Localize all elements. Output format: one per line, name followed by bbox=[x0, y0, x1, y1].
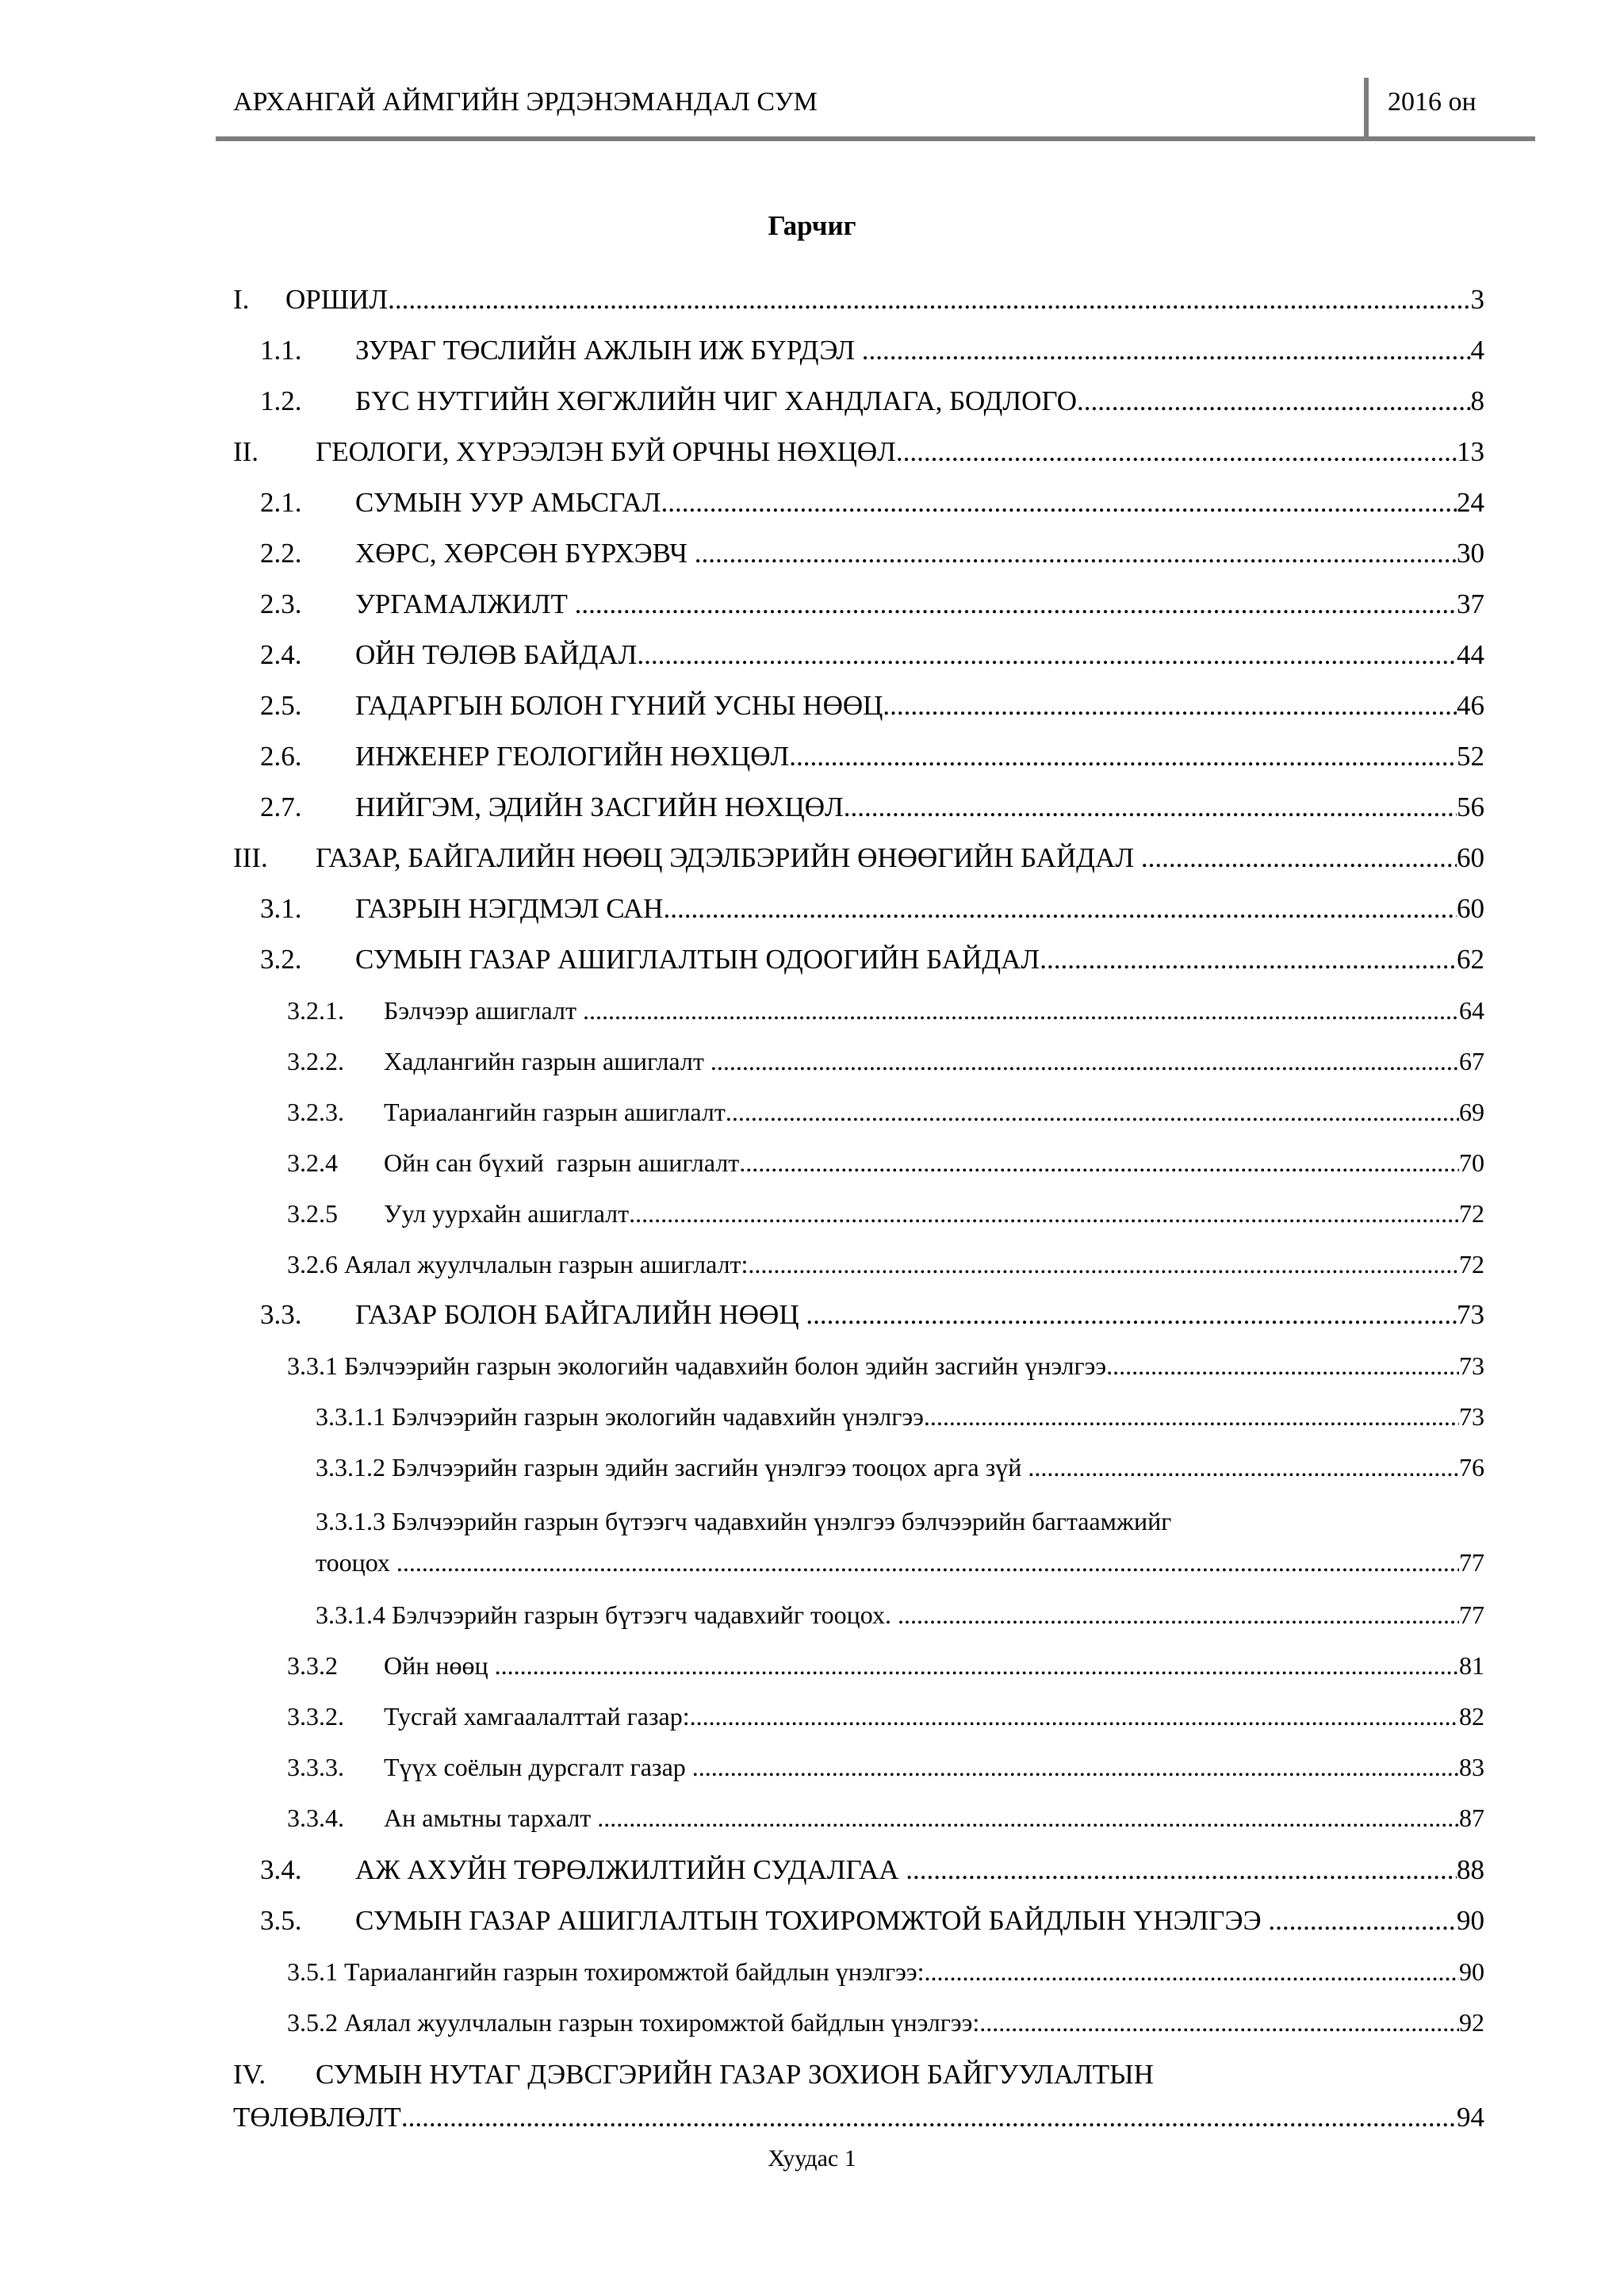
header-separator bbox=[1364, 78, 1369, 136]
toc-leader bbox=[1028, 1453, 1459, 1482]
toc-entry-title: 3.5.1 Тариалангийн газрын тохиромжтой байдлын үнэлгээ: bbox=[287, 1957, 925, 1986]
toc-entry-number: 2.5. bbox=[260, 690, 302, 721]
toc-entry-title: УРГАМАЛЖИЛТ bbox=[355, 588, 575, 619]
toc-entry-title: Ан амьтны тархалт bbox=[384, 1803, 598, 1832]
toc-leader bbox=[575, 588, 1457, 620]
toc-leader bbox=[1141, 842, 1457, 874]
page-footer: Хуудас 1 bbox=[768, 2145, 856, 2171]
toc-entry[interactable] bbox=[260, 487, 1484, 519]
toc-entry-number: 3.3.2. bbox=[287, 1702, 344, 1731]
toc-entry-title: 3.5.2 Аялал жуулчлалын газрын тохиромжтой байдлын үнэлгээ: bbox=[287, 2008, 980, 2037]
toc-entry-number: 3.2.2. bbox=[287, 1047, 344, 1075]
toc-entry-title: Уул уурхайн ашиглалт bbox=[384, 1199, 630, 1228]
toc-entry-title: ГАДАРГЫН БОЛОН ГҮНИЙ УСНЫ НӨӨЦ bbox=[355, 690, 883, 721]
toc-leader bbox=[844, 792, 1457, 823]
toc-entry-title: 3.2.6 Аялал жуулчлалын газрын ашиглалт: bbox=[287, 1250, 749, 1278]
toc-entry[interactable] bbox=[260, 792, 1484, 823]
toc-leader bbox=[1106, 1351, 1459, 1381]
toc-entry[interactable] bbox=[287, 1148, 1484, 1178]
toc-entry[interactable] bbox=[260, 741, 1484, 772]
toc-entry-page: 37 bbox=[1457, 588, 1484, 619]
toc-leader bbox=[637, 639, 1457, 671]
toc-entry-title-line1 bbox=[233, 2059, 1154, 2091]
toc-entry-title: Тусгай хамгаалалттай газар: bbox=[384, 1702, 690, 1731]
toc-entry-number: 3.2. bbox=[260, 944, 302, 975]
toc-entry[interactable] bbox=[287, 1957, 1484, 1987]
toc-leader bbox=[695, 538, 1457, 569]
toc-leader bbox=[663, 893, 1457, 925]
toc-entry-page: 44 bbox=[1457, 639, 1484, 670]
toc-entry-title: ХӨРС, ХӨРСӨН БҮРХЭВЧ bbox=[355, 538, 695, 569]
toc-entry[interactable] bbox=[287, 1047, 1484, 1076]
toc-entry[interactable] bbox=[316, 1600, 1484, 1630]
toc-entry[interactable] bbox=[287, 1651, 1484, 1681]
toc-entry[interactable] bbox=[287, 1250, 1484, 1279]
toc-entry[interactable] bbox=[287, 1351, 1484, 1381]
toc-entry[interactable] bbox=[260, 1299, 1484, 1331]
toc-leader bbox=[692, 1753, 1459, 1782]
toc-entry[interactable] bbox=[233, 284, 1484, 316]
toc-entry-page: 88 bbox=[1457, 1854, 1484, 1885]
toc-entry-number: II. bbox=[233, 436, 259, 467]
toc-entry-title: 3.3.1.4 Бэлчээрийн газрын бүтээгч чадавхийг тооцох. bbox=[316, 1600, 898, 1629]
toc-entry-page: 76 bbox=[1459, 1453, 1484, 1481]
toc-leader bbox=[789, 741, 1457, 772]
toc-leader bbox=[925, 1957, 1460, 1987]
toc-entry-title: тооцох bbox=[316, 1548, 396, 1577]
toc-entry-page: 82 bbox=[1459, 1702, 1484, 1731]
toc-leader bbox=[1077, 385, 1470, 417]
toc-entry-page: 69 bbox=[1459, 1098, 1484, 1126]
toc-entry-page: 60 bbox=[1457, 842, 1484, 873]
toc-entry-number: 3.3.2 bbox=[287, 1651, 338, 1680]
toc-entry[interactable] bbox=[260, 1905, 1484, 1937]
toc-entry[interactable] bbox=[287, 2008, 1484, 2037]
toc-leader bbox=[806, 1299, 1457, 1331]
toc-leader bbox=[388, 284, 1470, 316]
toc-entry-number: 2.7. bbox=[260, 792, 302, 822]
toc-entry-title: Ойн сан бүхий газрын ашиглалт bbox=[384, 1148, 740, 1177]
toc-entry-number: 3.4. bbox=[260, 1854, 302, 1885]
toc-entry[interactable] bbox=[287, 1803, 1484, 1833]
toc-leader bbox=[748, 1250, 1459, 1279]
toc-entry-page: 60 bbox=[1457, 893, 1484, 924]
toc-leader bbox=[1268, 1905, 1457, 1937]
toc-entry-number: IV. bbox=[233, 2059, 266, 2090]
toc-entry-title: 3.3.1.1 Бэлчээрийн газрын экологийн чадавхийн үнэлгээ bbox=[316, 1402, 924, 1431]
toc-entry-page: 77 bbox=[1459, 1548, 1484, 1577]
toc-leader bbox=[629, 1199, 1459, 1228]
toc-entry-number: 3.3.4. bbox=[287, 1803, 344, 1832]
toc-entry-page: 62 bbox=[1457, 944, 1484, 975]
toc-entry-number: 2.1. bbox=[260, 487, 302, 518]
toc-entry-title: ОРШИЛ bbox=[285, 284, 389, 315]
toc-leader bbox=[883, 690, 1457, 722]
toc-leader bbox=[1040, 944, 1457, 976]
toc-entry[interactable] bbox=[287, 1702, 1484, 1731]
toc-entry[interactable] bbox=[260, 639, 1484, 671]
toc-leader bbox=[396, 1548, 1459, 1577]
toc-leader bbox=[583, 996, 1459, 1025]
toc-entry[interactable] bbox=[233, 842, 1484, 874]
header-year: 2016 он bbox=[1388, 87, 1477, 117]
toc-entry-page: 64 bbox=[1459, 996, 1484, 1025]
toc-entry-page: 67 bbox=[1459, 1047, 1484, 1075]
toc-entry-page: 46 bbox=[1457, 690, 1484, 721]
toc-entry[interactable] bbox=[260, 538, 1484, 569]
toc-leader bbox=[739, 1148, 1459, 1178]
toc-entry-page: 72 bbox=[1459, 1250, 1484, 1278]
toc-leader bbox=[924, 1402, 1459, 1432]
toc-entry-title-line1: 3.3.1.3 Бэлчээрийн газрын бүтээгч чадавхийн үнэлгээ бэлчээрийн багтаамжийг bbox=[316, 1507, 1172, 1535]
toc-entry-title-part: СУМЫН НУТАГ ДЭВСГЭРИЙН ГАЗАР ЗОХИОН БАЙГУУЛАЛТЫН bbox=[316, 2059, 1154, 2090]
toc-entry[interactable] bbox=[233, 2102, 1484, 2133]
toc-entry[interactable] bbox=[316, 1548, 1484, 1577]
toc-entry-page: 4 bbox=[1470, 335, 1484, 366]
toc-entry-page: 72 bbox=[1459, 1199, 1484, 1228]
toc-leader bbox=[862, 335, 1471, 366]
toc-entry-number: 2.4. bbox=[260, 639, 302, 670]
toc-entry-number: 1.1. bbox=[260, 335, 302, 366]
toc-entry[interactable] bbox=[260, 690, 1484, 722]
header-title: АРХАНГАЙ АЙМГИЙН ЭРДЭНЭМАНДАЛ СУМ bbox=[233, 87, 818, 117]
toc-entry-number: 3.2.3. bbox=[287, 1098, 344, 1126]
toc-entry-page: 92 bbox=[1459, 2008, 1484, 2037]
toc-entry-page: 83 bbox=[1459, 1753, 1484, 1781]
toc-entry-page: 81 bbox=[1459, 1651, 1484, 1680]
toc-entry-title: Түүх соёлын дурсгалт газар bbox=[384, 1753, 692, 1781]
toc-entry-page: 90 bbox=[1457, 1905, 1484, 1936]
toc-entry-number: 3.2.5 bbox=[287, 1199, 338, 1228]
toc-entry-number: 3.2.4 bbox=[287, 1148, 338, 1177]
toc-entry-number: 2.2. bbox=[260, 538, 302, 569]
toc-entry-number: 3.2.1. bbox=[287, 996, 344, 1025]
toc-entry-title: СУМЫН УУР АМЬСГАЛ bbox=[355, 487, 661, 518]
toc-entry-number: 2.3. bbox=[260, 588, 302, 619]
toc-entry-page: 52 bbox=[1457, 741, 1484, 772]
toc-entry-title: ЗУРАГ ТӨСЛИЙН АЖЛЫН ИЖ БҮРДЭЛ bbox=[355, 335, 862, 366]
toc-entry-title: 3.3.1 Бэлчээрийн газрын экологийн чадавхийн болон эдийн засгийн үнэлгээ bbox=[287, 1351, 1107, 1380]
toc-entry-page: 13 bbox=[1457, 436, 1484, 467]
toc-entry[interactable] bbox=[233, 436, 1484, 468]
toc-entry-page: 56 bbox=[1457, 792, 1484, 822]
toc-entry[interactable] bbox=[287, 1098, 1484, 1127]
toc-entry[interactable] bbox=[260, 944, 1484, 976]
toc-entry[interactable] bbox=[260, 1854, 1484, 1886]
toc-entry[interactable] bbox=[260, 385, 1484, 417]
toc-leader bbox=[495, 1651, 1459, 1681]
toc-entry[interactable] bbox=[287, 1753, 1484, 1782]
toc-entry-title: БҮС НУТГИЙН ХӨГЖЛИЙН ЧИГ ХАНДЛАГА, БОДЛОГО bbox=[355, 385, 1078, 416]
toc-entry-page: 24 bbox=[1457, 487, 1484, 518]
toc-entry-page: 90 bbox=[1459, 1957, 1484, 1986]
toc-entry[interactable] bbox=[316, 1402, 1484, 1432]
toc-entry[interactable] bbox=[316, 1453, 1484, 1482]
page-header bbox=[216, 73, 1535, 136]
toc-entry-title: Тариалангийн газрын ашиглалт bbox=[384, 1098, 726, 1126]
toc-entry-title: ГАЗРЫН НЭГДМЭЛ САН bbox=[355, 893, 664, 924]
toc-entry[interactable] bbox=[287, 996, 1484, 1025]
toc-leader bbox=[710, 1047, 1459, 1076]
toc-entry[interactable] bbox=[260, 588, 1484, 620]
toc-entry-title: ГАЗАР, БАЙГАЛИЙН НӨӨЦ ЭДЭЛБЭРИЙН ӨНӨӨГИЙН БАЙДАЛ bbox=[316, 842, 1141, 873]
toc-entry-title: Бэлчээр ашиглалт bbox=[384, 996, 583, 1025]
toc-entry[interactable] bbox=[260, 335, 1484, 366]
toc-leader bbox=[979, 2008, 1459, 2037]
toc-entry-number: 1.2. bbox=[260, 385, 302, 416]
toc-entry-page: 87 bbox=[1459, 1803, 1484, 1832]
header-rule bbox=[216, 136, 1535, 141]
toc-entry-number: 3.3. bbox=[260, 1299, 302, 1330]
toc-entry-page: 73 bbox=[1457, 1299, 1484, 1330]
toc-leader bbox=[661, 487, 1457, 519]
toc-leader bbox=[690, 1702, 1459, 1731]
toc-entry-title: АЖ АХУЙН ТӨРӨЛЖИЛТИЙН СУДАЛГАА bbox=[355, 1854, 906, 1885]
toc-entry-title: СУМЫН ГАЗАР АШИГЛАЛТЫН ОДООГИЙН БАЙДАЛ bbox=[355, 944, 1040, 975]
toc-entry-page: 73 bbox=[1459, 1351, 1484, 1380]
toc-entry-title: Ойн нөөц bbox=[384, 1651, 495, 1680]
toc-entry-number: III. bbox=[233, 842, 268, 873]
toc-entry-page: 77 bbox=[1459, 1600, 1484, 1629]
toc-entry[interactable] bbox=[287, 1199, 1484, 1228]
toc-entry-number: 3.5. bbox=[260, 1905, 302, 1936]
toc-title: Гарчиг bbox=[768, 210, 856, 241]
toc-leader bbox=[726, 1098, 1459, 1127]
toc-entry-title: ИНЖЕНЕР ГЕОЛОГИЙН НӨХЦӨЛ bbox=[355, 741, 790, 772]
toc-leader bbox=[906, 1854, 1457, 1886]
toc-entry-title: ГЕОЛОГИ, ХҮРЭЭЛЭН БУЙ ОРЧНЫ НӨХЦӨЛ bbox=[316, 436, 896, 467]
toc-entry-title: ТӨЛӨВЛӨЛТ bbox=[233, 2102, 401, 2133]
toc-entry-title: НИЙГЭМ, ЭДИЙН ЗАСГИЙН НӨХЦӨЛ bbox=[355, 792, 844, 822]
toc-entry[interactable] bbox=[260, 893, 1484, 925]
toc-entry-title: ОЙН ТӨЛӨВ БАЙДАЛ bbox=[355, 639, 638, 670]
toc-leader bbox=[401, 2102, 1457, 2133]
toc-entry-number: 3.1. bbox=[260, 893, 302, 924]
toc-entry-title: 3.3.1.2 Бэлчээрийн газрын эдийн засгийн үнэлгээ тооцох арга зүй bbox=[316, 1453, 1028, 1481]
toc-entry-page: 3 bbox=[1470, 284, 1484, 315]
toc-entry-page: 94 bbox=[1457, 2102, 1484, 2133]
toc-entry-number: I. bbox=[233, 284, 250, 315]
toc-entry-page: 30 bbox=[1457, 538, 1484, 569]
toc-entry-title: Хадлангийн газрын ашиглалт bbox=[384, 1047, 710, 1075]
toc-entry-number: 2.6. bbox=[260, 741, 302, 772]
toc-leader bbox=[896, 436, 1457, 468]
toc-entry-title: ГАЗАР БОЛОН БАЙГАЛИЙН НӨӨЦ bbox=[355, 1299, 806, 1330]
toc-leader bbox=[597, 1803, 1459, 1833]
toc-entry-page: 8 bbox=[1470, 385, 1484, 416]
toc-entry-number: 3.3.3. bbox=[287, 1753, 344, 1781]
toc-leader bbox=[898, 1600, 1459, 1630]
toc-entry-title: СУМЫН ГАЗАР АШИГЛАЛТЫН ТОХИРОМЖТОЙ БАЙДЛЫН ҮНЭЛГЭЭ bbox=[355, 1905, 1269, 1936]
toc-entry-page: 70 bbox=[1459, 1148, 1484, 1177]
toc-entry-page: 73 bbox=[1459, 1402, 1484, 1431]
